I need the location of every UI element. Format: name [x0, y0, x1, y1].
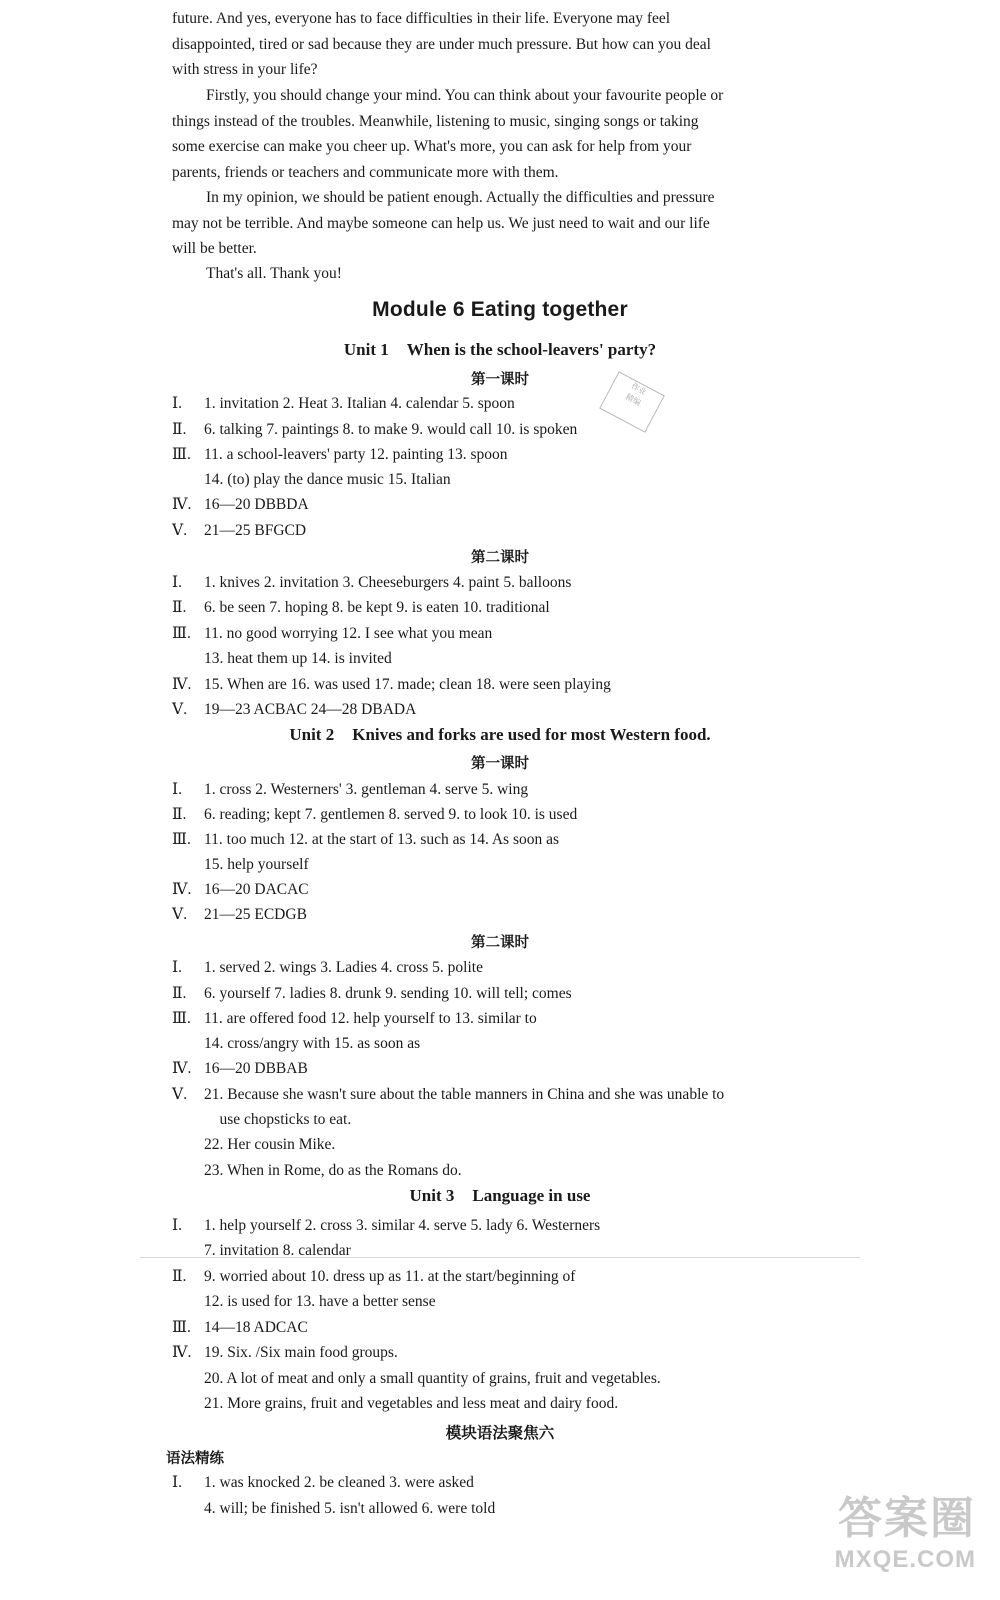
answer-row	[172, 1006, 537, 1031]
row-answers: 20. A lot of meat and only a small quantity of grains, fruit and vegetables.	[204, 1370, 661, 1387]
essay-line: In my opinion, we should be patient enough. Actually the difficulties and pressure	[206, 189, 715, 206]
answer-row	[172, 697, 416, 722]
grammar-subheading: 语法精练	[166, 1451, 224, 1467]
unit-title: Language in use	[472, 1186, 591, 1205]
answer-row	[204, 852, 309, 877]
unit-label: Unit 3	[409, 1186, 455, 1205]
essay-line: will be better.	[172, 240, 257, 257]
lesson-heading: 第一课时	[471, 756, 529, 772]
answer-row	[204, 1238, 351, 1263]
row-answers: 6. yourself 7. ladies 8. drunk 9. sending 10. will tell; comes	[204, 985, 572, 1002]
essay-paragraph-2	[172, 83, 832, 185]
essay-line: Firstly, you should change your mind. You can think about your favourite people or	[206, 87, 724, 104]
row-answers: 1. help yourself 2. cross 3. similar 4. serve 5. lady 6. Westerners	[204, 1217, 601, 1234]
row-answers: 15. help yourself	[204, 856, 309, 873]
row-answers: 21—25 BFGCD	[204, 522, 307, 539]
answer-row	[204, 1132, 335, 1157]
row-answers: 1. served 2. wings 3. Ladies 4. cross 5. polite	[204, 959, 483, 976]
watermark-cn: 答案圈	[838, 1493, 976, 1544]
row-numeral: Ⅱ.	[172, 985, 187, 1002]
row-answers: 1. cross 2. Westerners' 3. gentleman 4. serve 5. wing	[204, 781, 529, 798]
row-answers: 13. heat them up 14. is invited	[204, 650, 392, 667]
row-answers: 16—20 DACAC	[204, 881, 309, 898]
answer-row	[172, 1213, 600, 1238]
row-answers: 4. will; be finished 5. isn't allowed 6. were told	[204, 1500, 496, 1517]
row-answers: 11. too much 12. at the start of 13. such as 14. As soon as	[204, 831, 560, 848]
row-answers: 6. talking 7. paintings 8. to make 9. would call 10. is spoken	[204, 421, 578, 438]
unit-1-heading	[0, 340, 1000, 360]
row-numeral: Ⅰ.	[172, 781, 182, 798]
unit-label: Unit 1	[343, 340, 389, 359]
row-numeral: Ⅰ.	[172, 574, 182, 591]
unit-title: Knives and forks are used for most Western food.	[352, 725, 711, 744]
row-numeral: Ⅳ.	[172, 1344, 192, 1361]
answer-row	[204, 646, 392, 671]
essay-line: future. And yes, everyone has to face difficulties in their life. Everyone may feel	[172, 10, 671, 27]
row-numeral: Ⅱ.	[172, 599, 187, 616]
row-numeral: Ⅲ.	[172, 625, 191, 642]
answer-row	[204, 1366, 661, 1391]
answer-row	[172, 1470, 474, 1495]
answer-row	[172, 1056, 308, 1081]
answer-row	[172, 518, 306, 543]
row-numeral: Ⅲ.	[172, 831, 191, 848]
answer-row	[204, 467, 451, 492]
essay-paragraph-4	[172, 261, 832, 287]
row-answers: use chopsticks to eat.	[204, 1111, 352, 1128]
answer-row	[172, 902, 307, 927]
row-answers: 11. a school-leavers' party 12. painting 13. spoon	[204, 446, 508, 463]
row-answers: 1. knives 2. invitation 3. Cheeseburgers 4. paint 5. balloons	[204, 574, 572, 591]
essay-paragraph-1	[172, 6, 832, 83]
lesson-heading: 第二课时	[471, 935, 529, 951]
lesson-heading: 第二课时	[471, 550, 529, 566]
row-answers: 19—23 ACBAC 24—28 DBADA	[204, 701, 417, 718]
row-numeral: Ⅳ.	[172, 881, 192, 898]
row-numeral: Ⅴ.	[172, 522, 188, 539]
answer-row	[204, 1496, 495, 1521]
essay-line: may not be terrible. And maybe someone can help us. We just need to wait and our life	[172, 214, 710, 232]
unit-3-heading	[0, 1186, 1000, 1206]
watermark-logo	[835, 1482, 976, 1574]
answer-row	[172, 442, 508, 467]
unit-title: When is the school-leavers' party?	[406, 340, 657, 359]
essay-line: with stress in your life?	[172, 61, 318, 78]
row-answers: 16—20 DBBAB	[204, 1060, 308, 1077]
row-answers: 22. Her cousin Mike.	[204, 1136, 336, 1153]
answer-row	[172, 777, 528, 802]
answer-row	[172, 417, 577, 442]
row-numeral: Ⅲ.	[172, 446, 191, 463]
unit-2-heading	[0, 725, 1000, 745]
answer-row	[172, 1264, 575, 1289]
row-numeral: Ⅰ.	[172, 1217, 182, 1234]
row-numeral: Ⅱ.	[172, 1268, 187, 1285]
answer-row	[172, 672, 611, 697]
row-numeral: Ⅳ.	[172, 676, 192, 693]
row-numeral: Ⅳ.	[172, 496, 192, 513]
row-answers: 12. is used for 13. have a better sense	[204, 1293, 436, 1310]
row-numeral: Ⅴ.	[172, 701, 188, 718]
row-answers: 16—20 DBBDA	[204, 496, 309, 513]
row-answers: 6. be seen 7. hoping 8. be kept 9. is eaten 10. traditional	[204, 599, 550, 616]
row-answers: 7. invitation 8. calendar	[204, 1242, 351, 1259]
module-title: Module 6 Eating together	[372, 298, 628, 321]
row-answers: 19. Six. /Six main food groups.	[204, 1344, 398, 1361]
row-numeral: Ⅰ.	[172, 395, 182, 412]
row-numeral: Ⅱ.	[172, 806, 187, 823]
answer-row	[172, 595, 550, 620]
answer-row	[172, 570, 571, 595]
answer-row	[172, 1340, 398, 1365]
essay-line: some exercise can make you cheer up. What's more, you can ask for help from your	[172, 138, 692, 155]
row-answers: 11. are offered food 12. help yourself to 13. similar to	[204, 1010, 537, 1027]
answer-row	[204, 1107, 351, 1132]
row-answers: 1. invitation 2. Heat 3. Italian 4. calendar 5. spoon	[204, 395, 515, 412]
answer-row	[172, 955, 483, 980]
row-answers: 14—18 ADCAC	[204, 1319, 308, 1336]
answer-row	[172, 802, 577, 827]
row-answers: 14. (to) play the dance music 15. Italian	[204, 471, 451, 488]
row-answers: 21—25 ECDGB	[204, 906, 307, 923]
essay-paragraph-3	[172, 185, 832, 262]
row-numeral: Ⅲ.	[172, 1319, 191, 1336]
essay-line: parents, friends or teachers and communicate more with them.	[172, 163, 559, 181]
row-numeral: Ⅰ.	[172, 959, 182, 976]
watermark-en: MXQE.COM	[834, 1546, 976, 1573]
row-answers: 14. cross/angry with 15. as soon as	[204, 1035, 421, 1052]
row-numeral: Ⅲ.	[172, 1010, 191, 1027]
row-answers: 1. was knocked 2. be cleaned 3. were asked	[204, 1474, 474, 1491]
row-answers: 11. no good worrying 12. I see what you mean	[204, 625, 493, 642]
answer-row	[172, 1082, 724, 1107]
row-numeral: Ⅳ.	[172, 1060, 192, 1077]
essay-line: things instead of the troubles. Meanwhile, listening to music, singing songs or taking	[172, 112, 699, 130]
answer-row	[172, 492, 309, 517]
row-answers: 9. worried about 10. dress up as 11. at the start/beginning of	[204, 1268, 576, 1285]
answer-row	[172, 1315, 308, 1340]
answer-row	[204, 1289, 436, 1314]
unit-label: Unit 2	[289, 725, 335, 744]
essay-line: That's all. Thank you!	[206, 265, 342, 282]
answer-row	[204, 1031, 420, 1056]
divider-line	[140, 1257, 860, 1258]
row-answers: 21. More grains, fruit and vegetables and less meat and dairy food.	[204, 1395, 619, 1412]
stamp-mark: 作业 精编	[599, 371, 665, 432]
answer-row	[204, 1158, 462, 1183]
answer-row	[172, 981, 572, 1006]
answer-row	[172, 827, 559, 852]
row-numeral: Ⅱ.	[172, 421, 187, 438]
answer-row	[204, 1391, 618, 1416]
row-answers: 21. Because she wasn't sure about the table manners in China and she was unable to	[204, 1086, 725, 1103]
answer-row	[172, 877, 309, 902]
row-numeral: Ⅴ.	[172, 906, 188, 923]
answer-row	[172, 391, 515, 416]
lesson-heading: 第一课时	[471, 372, 529, 388]
row-answers: 23. When in Rome, do as the Romans do.	[204, 1162, 462, 1179]
row-numeral: Ⅰ.	[172, 1474, 182, 1491]
grammar-title: 模块语法聚焦六	[445, 1424, 555, 1442]
row-answers: 15. When are 16. was used 17. made; clean 18. were seen playing	[204, 676, 611, 693]
row-answers: 6. reading; kept 7. gentlemen 8. served 9. to look 10. is used	[204, 806, 578, 823]
row-numeral: Ⅴ.	[172, 1086, 188, 1103]
answer-row	[172, 621, 492, 646]
essay-line: disappointed, tired or sad because they are under much pressure. But how can you deal	[172, 35, 711, 53]
